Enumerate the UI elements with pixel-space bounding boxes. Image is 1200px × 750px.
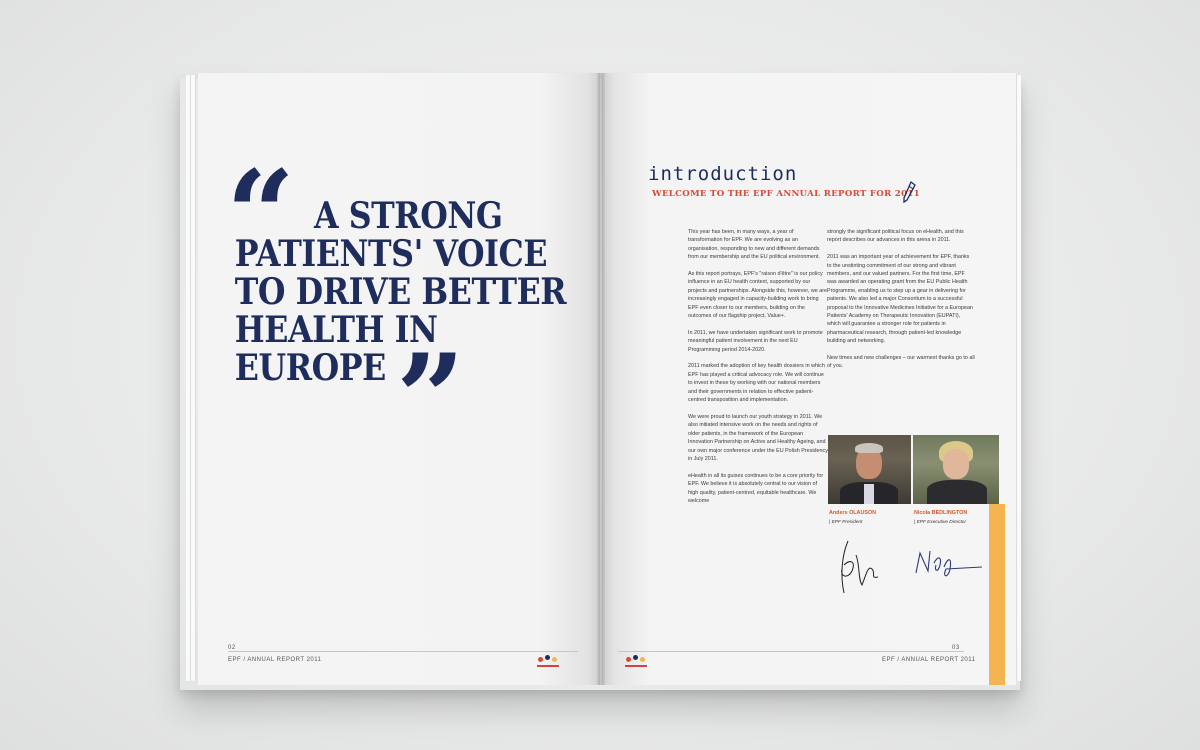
quote-line: PATIENTS' VOICE [234, 233, 548, 275]
body-paragraph: We were proud to launch our youth strategy in 2011. We also initiated intensive work on the needs and rights of older patients, in the framework of the European Innovation Partnership on Active and Healthy Ageing, and our own major conference under the EU Polish Presidency in July 2011. [688, 413, 828, 462]
body-paragraph: New times and new challenges – our warmest thanks go to all of you. [827, 355, 975, 370]
signatory-name: Anders OLAUSON [829, 510, 877, 516]
quote-line: HEALTH IN [234, 309, 438, 351]
signature-anders [834, 535, 894, 599]
accent-bar [989, 504, 1005, 685]
text-column-right [827, 228, 975, 379]
signatory-name: Nicola BEDLINGTON [914, 510, 968, 516]
body-paragraph: strongly the significant political focus on eHealth, and this report describes our advances in this arena in 2011. [827, 229, 964, 244]
text-column-left [688, 228, 828, 514]
quote-line: EUROPE [234, 347, 386, 389]
portrait-anders-olauson [828, 435, 911, 504]
page-edge-left [191, 75, 196, 681]
quote-line: TO DRIVE BETTER [234, 271, 567, 313]
close-quote-mark: ” [396, 328, 466, 469]
book-gutter [597, 73, 605, 685]
page-title: introduction [648, 163, 798, 185]
left-page [198, 73, 600, 685]
signatory-role: | EPF Executive Director [914, 520, 967, 525]
body-paragraph: 2011 was an important year of achievement for EPF, thanks to the unstinting commitment of our strong and vibrant members, and our valued partners. For the first time, EPF was awarded an operating grant from the EU Public Health Programme, enabling us to step up a gear in delivering for patients. We also led a major Consortium to a successful proposal to the Innovative Medicines Initiative for a European Patients' Academy on Therapeutic Innovation (EUPATI), which will guarantee a stronger role for patients in pharmaceutical research, through patient-led knowledge building and networking. [827, 254, 973, 345]
page-edge-right [1016, 75, 1021, 681]
open-quote-mark: “ [226, 144, 296, 285]
quote-line: A STRONG [314, 195, 503, 237]
footer-rule [618, 651, 964, 652]
page-number: 03 [952, 645, 960, 651]
body-paragraph: eHealth in all its guises continues to be a core priority for EPF. We believe it is absolutely central to our vision of high quality, patient-centred, equitable healthcare. We welcome [688, 472, 824, 504]
running-footer: EPF / ANNUAL REPORT 2011 [882, 657, 976, 663]
portrait-nicola-bedlington [913, 435, 999, 504]
page-subtitle: WELCOME TO THE EPF ANNUAL REPORT FOR 2011 [652, 189, 920, 199]
body-paragraph: As this report portrays, EPF's "raison d'être" is our policy influence in an EU health context, supported by our projects and partnerships. Alongside this, however, we are increasingly engaged in capacity-building work to bring EPF even closer to our members, building on the outcomes of our flagship project, Value+. [688, 271, 828, 320]
epf-logo-icon [624, 655, 648, 669]
signature-nicola [912, 543, 992, 583]
page-number: 02 [228, 645, 236, 651]
signatory-role: | EPF President [829, 520, 863, 525]
body-paragraph: 2011 marked the adoption of key health dossiers in which EPF has played a critical advocacy role. We will continue to invest in these by working with our national members and their governments in relation to effective patient-centred transposition and implementation. [688, 363, 825, 404]
body-paragraph: In 2011, we have undertaken significant work to promote meaningful patient involvement in the next EU Programming period 2014-2020. [688, 329, 823, 353]
pen-icon [902, 181, 916, 203]
footer-rule [228, 651, 578, 652]
running-footer: EPF / ANNUAL REPORT 2011 [228, 657, 322, 663]
right-page [602, 73, 1016, 685]
body-paragraph: This year has been, in many ways, a year of transformation for EPF. We are evolving as an organisation, responding to new and different demands from our membership and the EU political environment. [688, 229, 820, 261]
epf-logo-icon [536, 655, 560, 669]
